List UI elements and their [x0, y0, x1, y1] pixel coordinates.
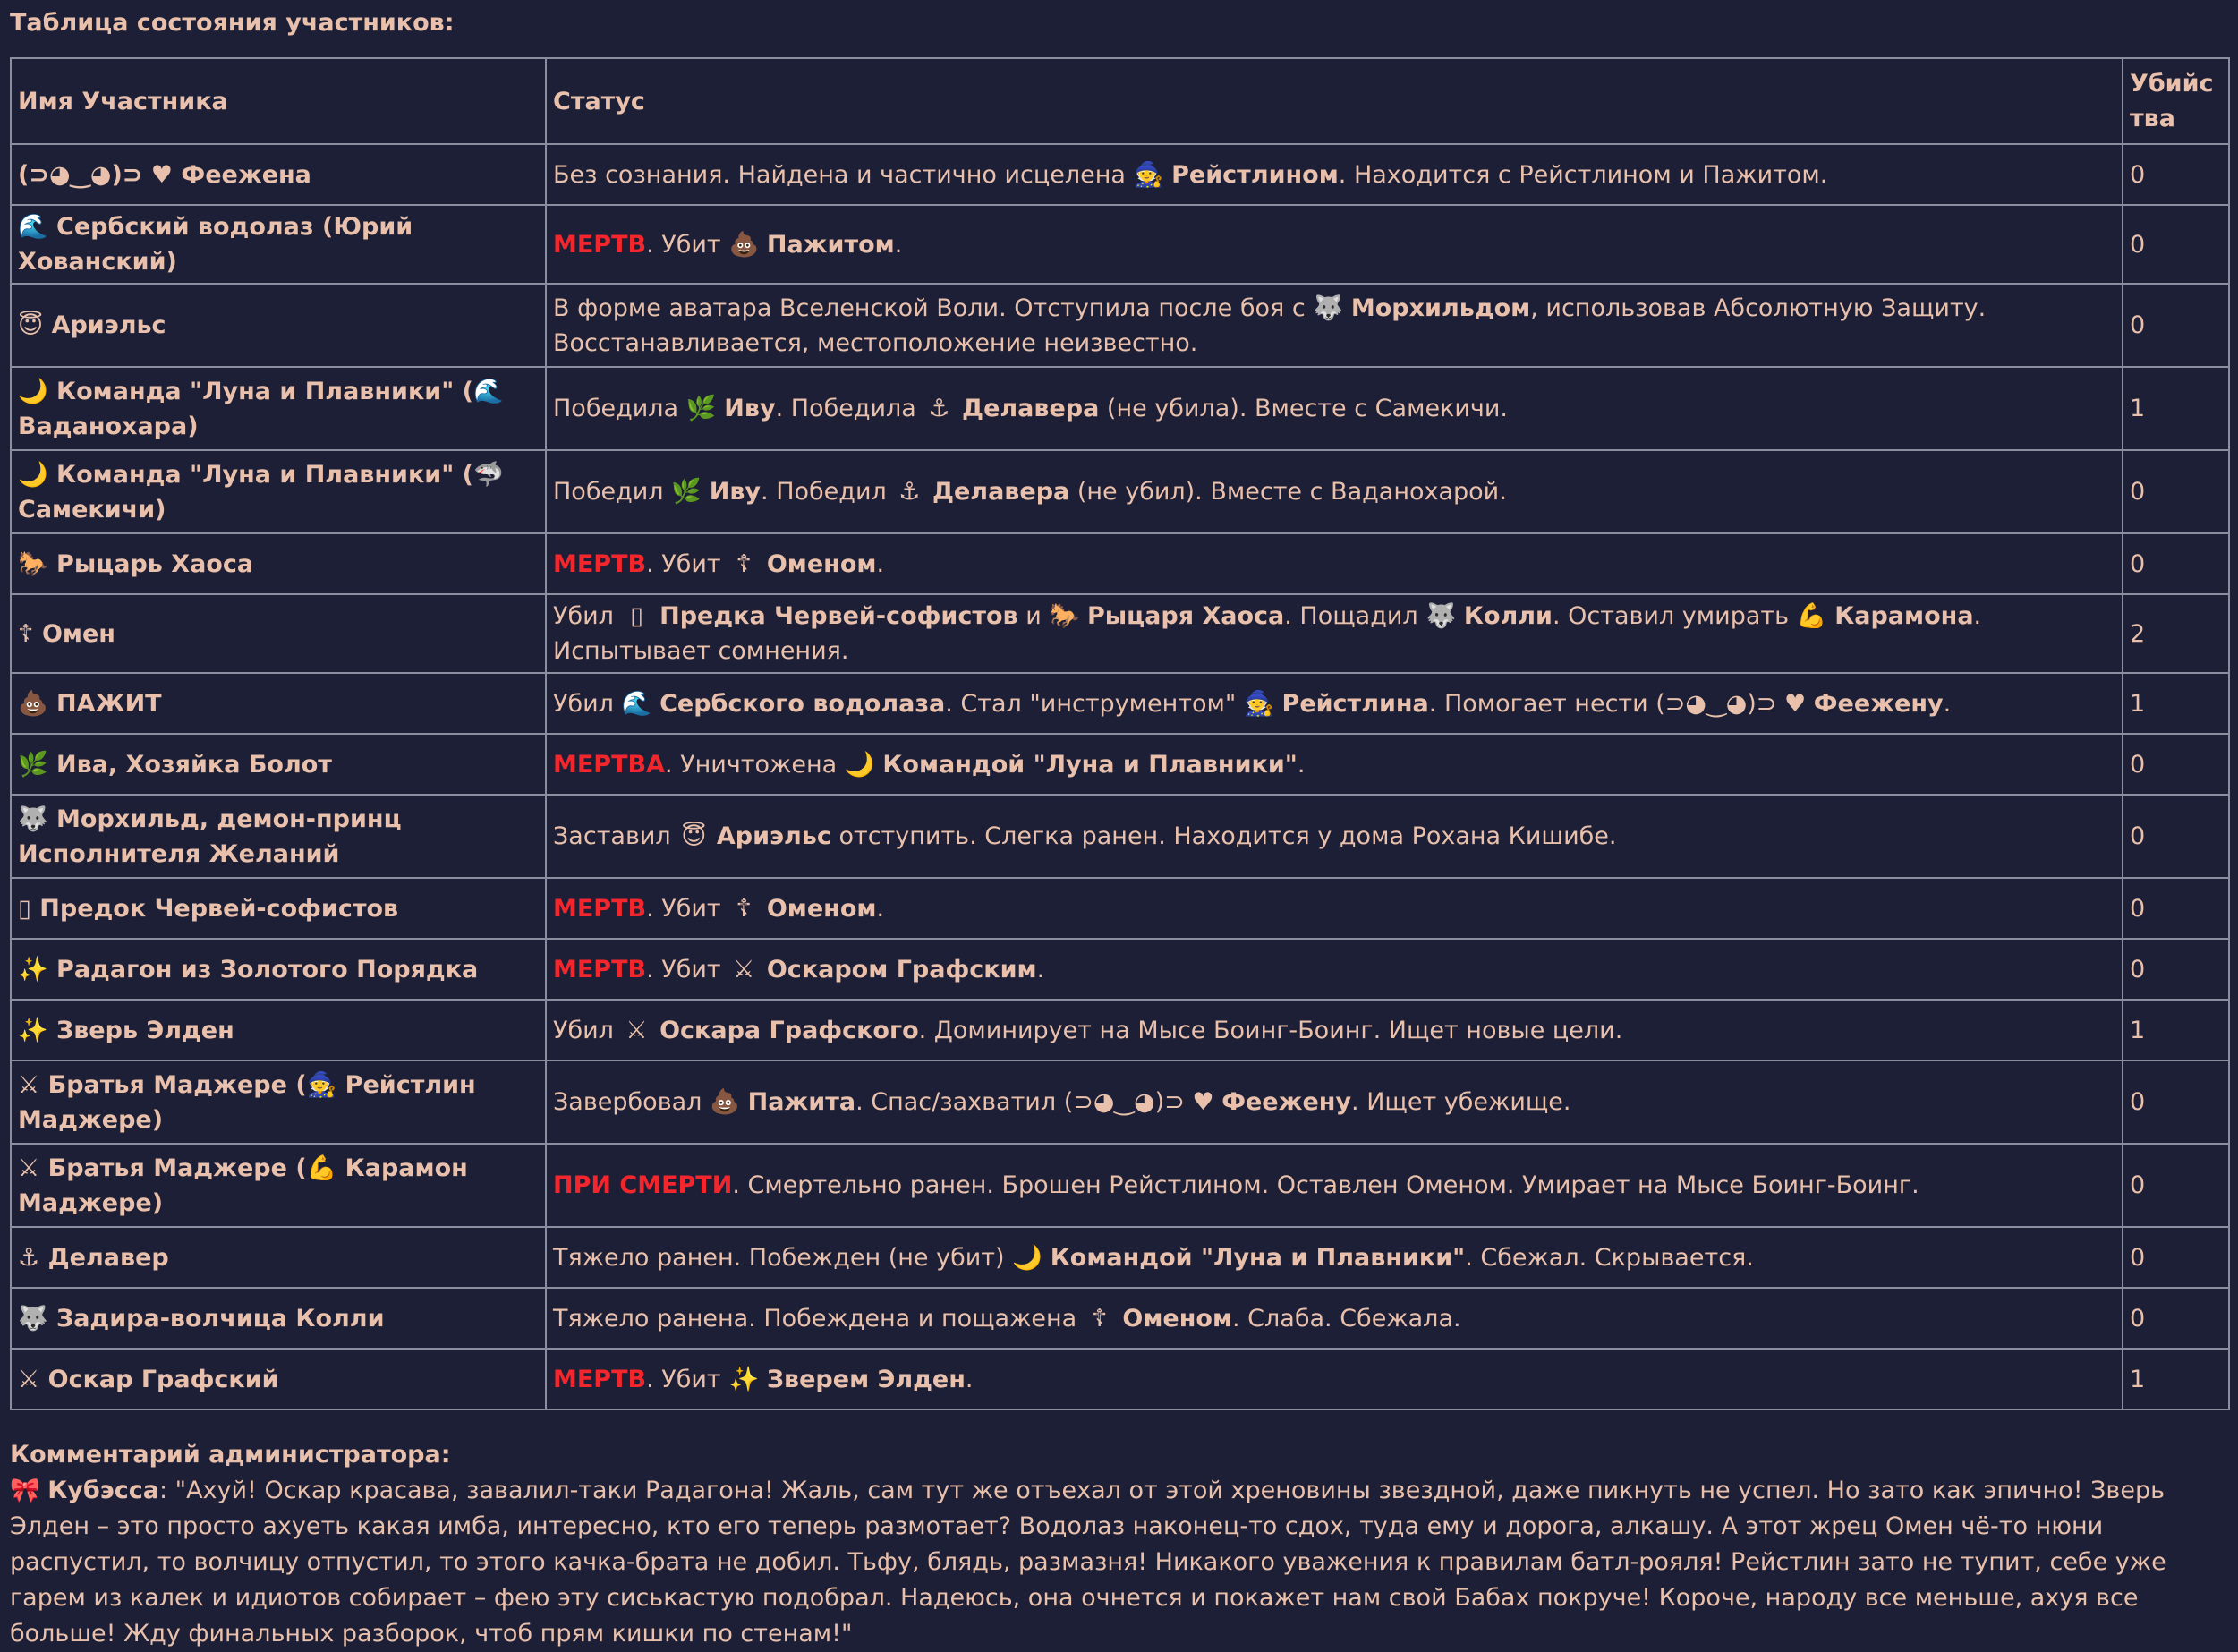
status-icon: ⚔ [625, 1016, 648, 1044]
table-row [11, 1227, 2229, 1288]
participant-name-cell [11, 878, 546, 939]
participant-ref: Морхильдом [1350, 294, 1531, 322]
kills-cell: 0 [2123, 1288, 2229, 1349]
status-text: . Доминирует на Мысе Боинг-Боинг. Ищет новые цели. [918, 1016, 1623, 1044]
table-row [11, 284, 2229, 367]
participant-status-cell [546, 1227, 2123, 1288]
participant-ref: Рейстлином [1171, 160, 1339, 189]
status-text: . Убит [646, 955, 729, 984]
table-row [11, 1000, 2229, 1060]
status-text: . Сбежал. Скрывается. [1465, 1243, 1754, 1272]
death-status: МЕРТВ [553, 1365, 647, 1393]
participant-status-cell [546, 734, 2123, 795]
participant-name: Команда "Луна и Плавники" (🦈 Самекичи) [18, 460, 504, 524]
status-icon: 🌙 [1012, 1243, 1042, 1272]
status-text: . [1036, 955, 1045, 984]
participant-name: ПАЖИТ [56, 689, 162, 718]
status-icon: 💩 [728, 230, 760, 259]
participant-ref: Оменом [766, 894, 877, 923]
participant-name-cell [11, 1288, 546, 1349]
participant-ref: Оскаром Графским [766, 955, 1037, 984]
kills-cell: 0 [2123, 795, 2229, 878]
table-row [11, 734, 2229, 795]
table-row [11, 367, 2229, 450]
status-icon: 🌙 [844, 750, 875, 779]
kills-cell: 0 [2123, 533, 2229, 594]
participant-ref: Командой "Луна и Плавники" [1050, 1243, 1466, 1272]
status-text: отступить. Слегка ранен. Находится у дома Рохана Кишибе. [830, 822, 1617, 850]
participant-icon: 🐺 [18, 805, 48, 833]
status-icon: 🧙 [1133, 160, 1164, 189]
header-status: Статус [546, 58, 2123, 144]
status-text: . Слаба. Сбежала. [1232, 1304, 1461, 1333]
participant-ref: Сербского водолаза [659, 689, 946, 718]
status-text: . Оставил умирать [1552, 602, 1797, 630]
status-text: Победил [553, 478, 672, 506]
kills-cell: 1 [2123, 1349, 2229, 1409]
status-text: . Ищет убежище. [1351, 1088, 1571, 1116]
participant-icon: 🌿 [18, 750, 48, 779]
participant-status-cell [546, 939, 2123, 1000]
status-icon: 🐺 [1425, 602, 1457, 630]
participant-status-cell [546, 284, 2123, 367]
death-status: МЕРТВ [553, 549, 647, 578]
status-text: . [965, 1365, 974, 1393]
kills-cell: 0 [2123, 878, 2229, 939]
status-icon: 🐺 [1313, 294, 1344, 322]
status-text: . Победил [761, 478, 895, 506]
header-name: Имя Участника [11, 58, 546, 144]
participant-status-cell [546, 1144, 2123, 1227]
status-text: В форме аватара Вселенской Воли. Отступила после боя с [553, 294, 1314, 322]
participant-icon: 🌙 [18, 460, 48, 489]
participant-ref: Феежену [1813, 689, 1944, 718]
participant-status-cell [546, 673, 2123, 734]
status-text: . Пощадил [1284, 602, 1426, 630]
participant-status-cell [546, 594, 2123, 673]
participant-name-cell [11, 594, 546, 673]
participant-name-cell [11, 533, 546, 594]
status-text: (не убила). Вместе с Самекичи. [1099, 395, 1508, 422]
status-icon: 🧙 [1244, 689, 1274, 718]
kills-cell: 0 [2123, 205, 2229, 284]
status-text: . Убит [646, 230, 729, 259]
participant-ref: Пажита [747, 1088, 856, 1116]
status-text: . Убит [646, 894, 729, 923]
comment-text: : "Ахуй! Оскар красава, завалил-таки Радагона! Жаль, сам тут же отъехал от этой хреновины звездной, даже пикнуть не успел. Но зато как эпично! Зверь Элден – это просто ахуеть какая имба, интересно, кто его теперь размотает? Водолаз наконец-то сдох, туда ему и дорога, алкашу. А этот жрец Омен чё-то нюни распустил, то волчицу отпустил, то этого качка-брата не добил. Тьфу, блядь, размазня! Никакого уважения к правилам батл-рояля! Рейстлин зато не тупит, себе уже гарем из калек и идиотов собирает – фею эту сиськастую подобрал. Надеюсь, она очнется и покажет нам свой Бабах покруче! Короче, народу все меньше, ахуя все больше! Жду финальных разборок, чтоб прям кишки по стенам!" [10, 1477, 2166, 1648]
death-status: МЕРТВ [553, 230, 647, 259]
table-body [11, 144, 2229, 1409]
status-text: . Испытывает сомнения. [553, 602, 1982, 665]
status-icon: 🐎 [1049, 602, 1080, 630]
table-row [11, 878, 2229, 939]
participant-icon: 🌙 [18, 377, 48, 405]
participant-name-cell [11, 367, 546, 450]
page [10, 0, 2229, 1652]
participant-name-cell [11, 795, 546, 878]
participant-ref: Карамона [1834, 602, 1974, 630]
participant-name-cell [11, 1227, 546, 1288]
status-text: . [1943, 689, 1952, 718]
status-text: . Находится с Рейстлином и Пажитом. [1338, 160, 1828, 189]
kills-cell: 0 [2123, 1060, 2229, 1144]
participant-name: Зверь Элден [56, 1016, 234, 1044]
status-icon: 😇 [681, 822, 707, 850]
status-icon: ⚓ [898, 478, 921, 506]
status-text: . Победила [775, 395, 924, 422]
admin-comment [10, 1473, 2220, 1652]
participant-ref: Командой "Луна и Плавники" [882, 750, 1298, 779]
participant-ref: Феежену [1221, 1088, 1352, 1116]
status-icon: 🌿 [685, 395, 717, 422]
status-icon: 💪 [1796, 602, 1827, 630]
participant-status-cell [546, 795, 2123, 878]
status-icon: ☦ [736, 894, 753, 923]
status-icon: ☦ [1092, 1304, 1108, 1333]
participant-name: Радагон из Золотого Порядка [56, 955, 479, 984]
participant-name: Феежена [181, 160, 311, 189]
participant-status-cell [546, 1060, 2123, 1144]
status-text: Без сознания. Найдена и частично исцелена [553, 160, 1134, 189]
kills-cell: 0 [2123, 450, 2229, 533]
status-text: . Уничтожена [665, 750, 845, 779]
participant-ref: Зверем Элден [766, 1365, 966, 1393]
table-row [11, 1349, 2229, 1409]
kills-cell: 0 [2123, 1227, 2229, 1288]
comment-title: Комментарий администратора: [10, 1441, 451, 1469]
participant-name-cell [11, 734, 546, 795]
participant-name: Оскар Графский [47, 1365, 279, 1393]
participant-name: Команда "Луна и Плавники" (🌊 Ваданохара) [18, 377, 504, 440]
status-text: . Помогает нести (⊃◕‿◕)⊃ ♥ [1428, 689, 1814, 718]
participant-icon: ⚔ [18, 1070, 40, 1099]
kills-cell: 0 [2123, 734, 2229, 795]
participant-status-cell [546, 1288, 2123, 1349]
status-icon: 🌊 [621, 689, 652, 718]
participant-name: Делавер [47, 1243, 169, 1272]
table-row [11, 450, 2229, 533]
death-status: МЕРТВ [553, 955, 647, 984]
table-row [11, 144, 2229, 205]
table-row [11, 594, 2229, 673]
status-icon: 💩 [710, 1088, 740, 1116]
status-text: . [894, 230, 903, 259]
header-kills: Убийства [2123, 58, 2229, 144]
table-row [11, 1288, 2229, 1349]
participant-ref: Ариэльс [716, 822, 831, 850]
participant-icon: ⚓ [18, 1243, 40, 1272]
death-status: МЕРТВ [553, 894, 647, 923]
participant-name-cell [11, 450, 546, 533]
status-icon: 🌿 [671, 478, 702, 506]
status-icon: ✨ [728, 1365, 760, 1393]
participant-ref: Предка Червей-софистов [659, 602, 1018, 630]
table-header-row [11, 58, 2229, 144]
status-text: . Смертельно ранен. Брошен Рейстлином. Оставлен Оменом. Умирает на Мысе Боинг-Боинг. [732, 1171, 1919, 1199]
status-text: . [876, 549, 885, 578]
status-icon: ☦ [736, 549, 753, 578]
participant-ref: Иву [724, 395, 776, 422]
participant-name-cell [11, 1144, 546, 1227]
kills-cell: 1 [2123, 367, 2229, 450]
participant-status-cell [546, 878, 2123, 939]
kills-cell: 1 [2123, 1000, 2229, 1060]
participant-icon: 😇 [18, 311, 44, 339]
participant-ref: Оскара Графского [659, 1016, 919, 1044]
participant-name-cell [11, 205, 546, 284]
participant-ref: Оменом [766, 549, 877, 578]
status-text: (не убил). Вместе с Ваданохарой. [1069, 478, 1507, 506]
participant-name: Братья Маджере (💪 Карамон Маджере) [18, 1154, 468, 1217]
participant-status-cell [546, 1000, 2123, 1060]
table-row [11, 533, 2229, 594]
participant-status-cell [546, 367, 2123, 450]
participant-name: Морхильд, демон-принц Исполнителя Желаний [18, 805, 402, 868]
kills-cell: 2 [2123, 594, 2229, 673]
ribbon-icon: 🎀 [10, 1477, 40, 1504]
participant-ref: Оменом [1122, 1304, 1233, 1333]
table-row [11, 673, 2229, 734]
participant-ref: Пажитом [766, 230, 895, 259]
participant-name-cell [11, 673, 546, 734]
participant-icon: 🐎 [18, 549, 48, 578]
status-text: и [1017, 602, 1050, 630]
status-text: Заставил [553, 822, 679, 850]
participant-status-cell [546, 533, 2123, 594]
participant-name-cell [11, 1060, 546, 1144]
participant-name: Ариэльс [51, 311, 166, 339]
comment-author: Кубэсса [47, 1477, 159, 1504]
participant-status-cell [546, 205, 2123, 284]
table-row [11, 795, 2229, 878]
participant-name: Омен [41, 619, 115, 648]
participant-name: Задира-волчица Колли [56, 1304, 385, 1333]
status-text: Убил [553, 602, 622, 630]
status-text: . [876, 894, 885, 923]
status-text: . Убит [646, 549, 729, 578]
participant-name: Ива, Хозяйка Болот [56, 750, 332, 779]
status-text: , использовав Абсолютную Защиту. Восстанавливается, местоположение неизвестно. [553, 294, 1987, 357]
status-text: Победила [553, 395, 686, 422]
participant-ref: Делавера [932, 478, 1070, 506]
kills-cell: 0 [2123, 939, 2229, 1000]
participant-name-cell [11, 284, 546, 367]
participant-icon: 💩 [18, 689, 48, 718]
status-text: Убил [553, 1016, 622, 1044]
participant-icon: 🐺 [18, 1304, 48, 1333]
kills-cell: 0 [2123, 144, 2229, 205]
participant-name: Рыцарь Хаоса [56, 549, 254, 578]
participant-icon: 🌊 [18, 213, 48, 241]
participant-icon: ☦ [18, 619, 34, 648]
participant-status-cell [546, 450, 2123, 533]
participant-icon: ▯ [18, 894, 31, 923]
status-text: Завербовал [553, 1088, 710, 1116]
table-row [11, 939, 2229, 1000]
status-icon: ▯ [630, 602, 643, 630]
participant-name: Сербский водолаз (Юрий Хованский) [18, 213, 413, 276]
status-text: . Убит [646, 1365, 729, 1393]
participant-name-cell [11, 1000, 546, 1060]
participant-ref: Рыцаря Хаоса [1086, 602, 1285, 630]
participant-icon: ✨ [18, 955, 48, 984]
status-text: Тяжело ранен. Побежден (не убит) [553, 1243, 1013, 1272]
status-text: Убил [553, 689, 622, 718]
participant-ref: Иву [709, 478, 762, 506]
participant-ref: Колли [1463, 602, 1553, 630]
status-icon: ⚔ [733, 955, 755, 984]
kills-cell: 0 [2123, 284, 2229, 367]
participant-name: Братья Маджере (🧙 Рейстлин Маджере) [18, 1070, 476, 1134]
death-status: ПРИ СМЕРТИ [553, 1171, 733, 1199]
status-text: Тяжело ранена. Побеждена и пощажена [553, 1304, 1085, 1333]
participants-table [10, 57, 2230, 1410]
table-title: Таблица состояния участников: [10, 9, 455, 37]
participant-ref: Делавера [962, 395, 1100, 422]
table-row [11, 1060, 2229, 1144]
death-status: МЕРТВА [553, 750, 665, 779]
participant-name: Предок Червей-софистов [39, 894, 399, 923]
participant-icon: (⊃◕‿◕)⊃ ♥ [18, 160, 174, 189]
kills-cell: 0 [2123, 1144, 2229, 1227]
participant-icon: ⚔ [18, 1365, 40, 1393]
participant-icon: ⚔ [18, 1154, 40, 1182]
participant-ref: Рейстлина [1281, 689, 1429, 718]
kills-cell: 1 [2123, 673, 2229, 734]
status-icon: ⚓ [928, 395, 950, 422]
status-text: . Спас/захватил (⊃◕‿◕)⊃ ♥ [855, 1088, 1222, 1116]
table-row [11, 1144, 2229, 1227]
status-text: . [1297, 750, 1306, 779]
status-text: . Стал "инструментом" [945, 689, 1244, 718]
participant-name-cell [11, 939, 546, 1000]
participant-status-cell [546, 1349, 2123, 1409]
participant-name-cell [11, 1349, 546, 1409]
participant-name-cell [11, 144, 546, 205]
participant-status-cell [546, 144, 2123, 205]
table-row [11, 205, 2229, 284]
participant-icon: ✨ [18, 1016, 48, 1044]
